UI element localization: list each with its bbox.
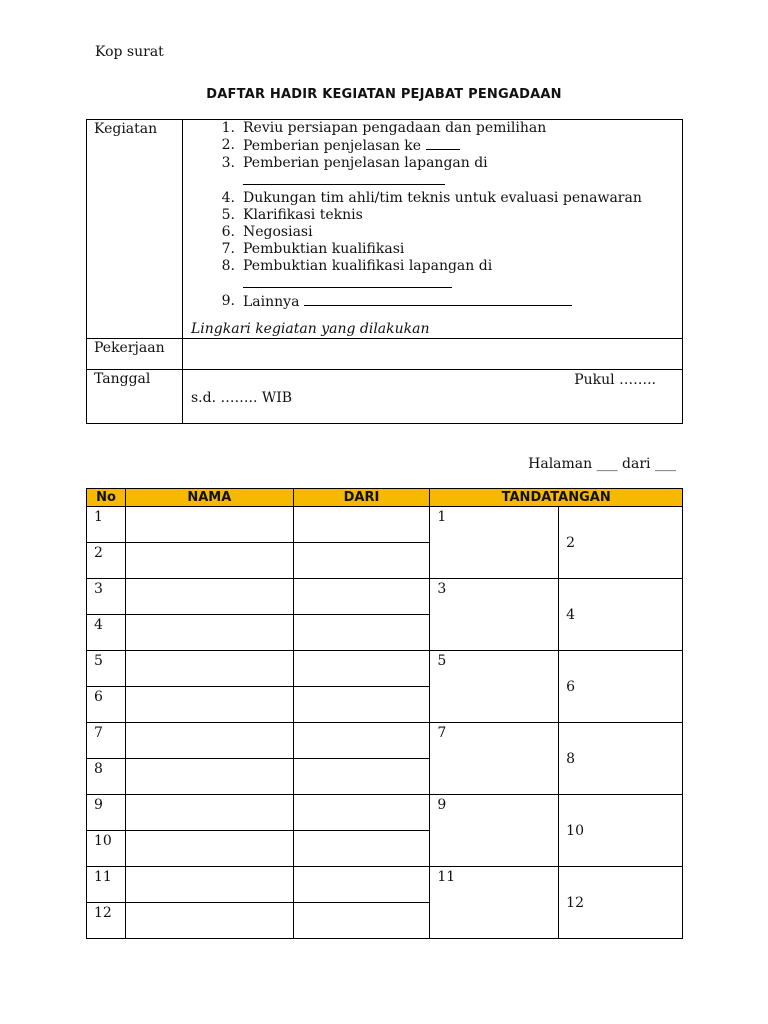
signature-cell[interactable]: 12 [559,867,683,939]
list-item: 3. Pemberian penjelasan lapangan di [221,155,488,171]
list-item: 6. Negosiasi [221,224,313,240]
dari-cell[interactable] [293,687,430,723]
nama-cell[interactable] [125,651,293,687]
nama-cell[interactable] [125,831,293,867]
row-number: 6 [87,687,126,723]
table-row [87,795,683,831]
tanggal-label: Tanggal [87,370,183,424]
row-number: 11 [87,867,126,903]
nama-cell[interactable] [125,723,293,759]
dari-cell[interactable] [293,615,430,651]
row-number: 2 [87,543,126,579]
signature-cell[interactable]: 9 [430,795,559,867]
nama-cell[interactable] [125,615,293,651]
signature-cell[interactable]: 11 [430,867,559,939]
row-number: 7 [87,723,126,759]
row-number: 12 [87,903,126,939]
list-item: 7. Pembuktian kualifikasi [221,241,405,257]
dari-cell[interactable] [293,867,430,903]
dari-cell[interactable] [293,651,430,687]
blank-line[interactable] [243,172,445,185]
nama-cell[interactable] [125,507,293,543]
pekerjaan-row [87,339,683,370]
nama-cell[interactable] [125,759,293,795]
list-item: 4. Dukungan tim ahli/tim teknis untuk evaluasi penawaran [221,190,642,206]
row-number: 1 [87,507,126,543]
header-dari: DARI [293,489,430,507]
attendance-header [87,489,683,507]
nama-cell[interactable] [125,795,293,831]
dari-cell[interactable] [293,723,430,759]
kegiatan-label: Kegiatan [87,120,183,339]
page-title: DAFTAR HADIR KEGIATAN PEJABAT PENGADAAN [206,87,562,102]
signature-cell[interactable]: 7 [430,723,559,795]
list-item: 8. Pembuktian kualifikasi lapangan di [221,258,493,274]
table-row [87,723,683,759]
signature-cell[interactable]: 5 [430,651,559,723]
table-row [87,579,683,615]
list-item: 9. Lainnya [191,293,682,311]
signature-cell[interactable]: 3 [430,579,559,651]
kop-surat: Kop surat [95,44,164,60]
row-number: 4 [87,615,126,651]
table-row [87,507,683,543]
signature-cell[interactable]: 10 [559,795,683,867]
nama-cell[interactable] [125,687,293,723]
pukul-text: Pukul …….. [574,372,656,388]
page-counter: Halaman ___ dari ___ [528,456,676,472]
pekerjaan-field[interactable] [183,339,683,370]
signature-cell[interactable]: 1 [430,507,559,579]
sd-text: s.d. …….. WIB [191,390,293,406]
dari-cell[interactable] [293,759,430,795]
dari-cell[interactable] [293,543,430,579]
row-number: 3 [87,579,126,615]
nama-cell[interactable] [125,867,293,903]
signature-cell[interactable]: 8 [559,723,683,795]
nama-cell[interactable] [125,579,293,615]
blank-line[interactable] [426,137,460,150]
info-table [86,119,683,424]
signature-cell[interactable]: 2 [559,507,683,579]
signature-cell[interactable]: 4 [559,579,683,651]
dari-cell[interactable] [293,507,430,543]
header-nama: NAMA [125,489,293,507]
row-number: 5 [87,651,126,687]
blank-line[interactable] [243,275,452,288]
nama-cell[interactable] [125,903,293,939]
list-item [191,275,682,293]
blank-line[interactable] [304,293,572,306]
kegiatan-list [191,120,682,311]
dari-cell[interactable] [293,795,430,831]
attendance-table [86,488,683,939]
row-number: 8 [87,759,126,795]
table-row [87,867,683,903]
kegiatan-list-cell [183,120,683,339]
list-item: 2. Pemberian penjelasan ke [191,137,682,155]
dari-cell[interactable] [293,903,430,939]
list-item: 5. Klarifikasi teknis [221,207,363,223]
signature-cell[interactable]: 6 [559,651,683,723]
dari-cell[interactable] [293,831,430,867]
list-item: 1. Reviu persiapan pengadaan dan pemilihan [221,120,547,136]
header-no: No [87,489,126,507]
row-number: 9 [87,795,126,831]
table-row [87,651,683,687]
instruction-note: Lingkari kegiatan yang dilakukan [191,321,430,337]
tanggal-field[interactable] [183,370,683,424]
tanggal-row [87,370,683,424]
pekerjaan-label: Pekerjaan [87,339,183,370]
row-number: 10 [87,831,126,867]
nama-cell[interactable] [125,543,293,579]
dari-cell[interactable] [293,579,430,615]
header-tandatangan: TANDATANGAN [430,489,683,507]
kegiatan-row [87,120,683,339]
list-item [191,172,682,190]
